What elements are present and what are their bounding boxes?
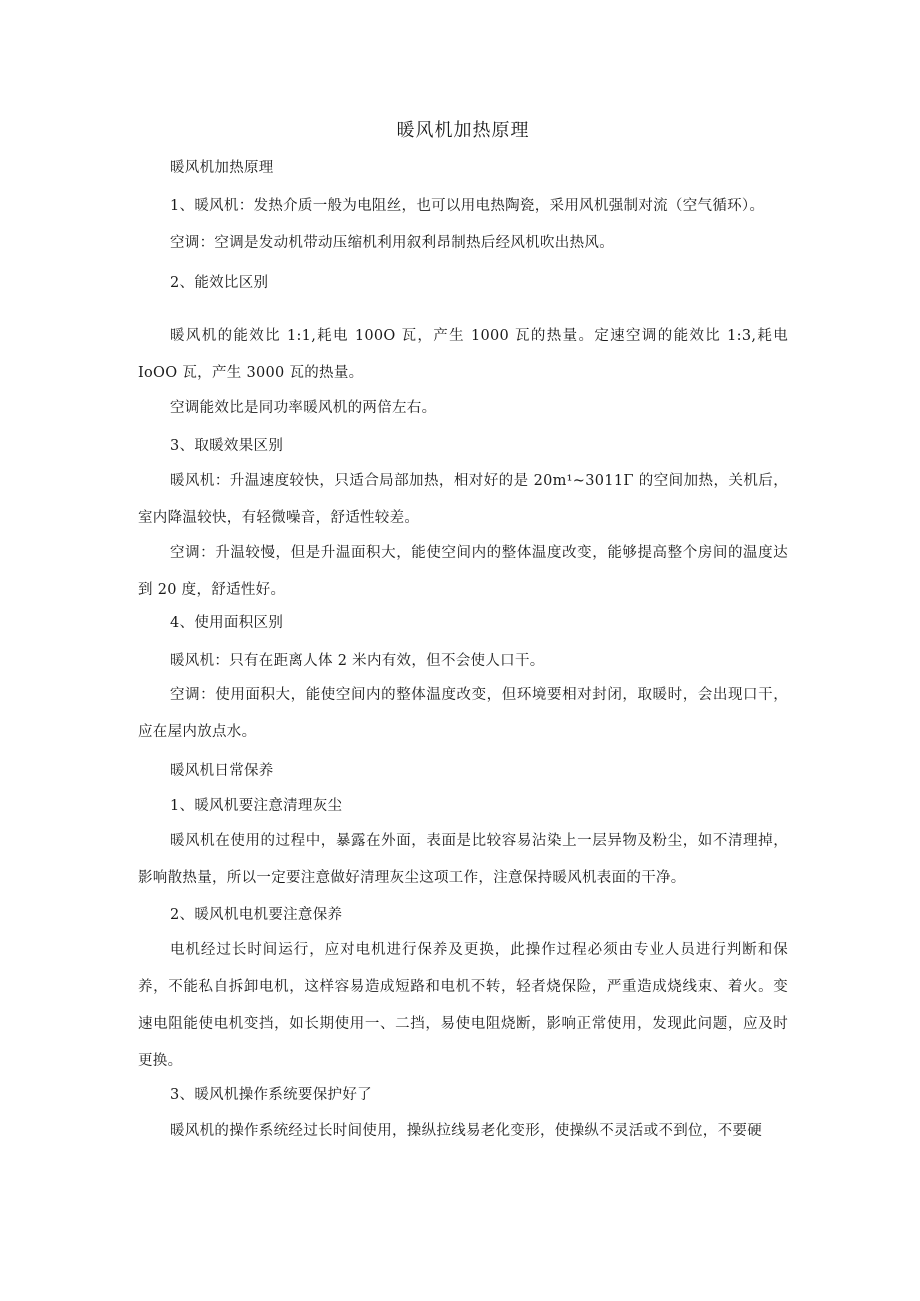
paragraph-heading: 2、暖风机电机要注意保养	[170, 907, 343, 923]
paragraph: 电机经过长时间运行，应对电机进行保养及更换，此操作过程必须由专业人员进行判断和保养，不能私自拆卸电机，这样容易造成短路和电机不转，轻者烧保险，严重造成烧线束、着火。变速电阻能使电机变挡，如长期使用一、二挡，易使电阻烧断，影响正常使用，发现此问题，应及时更换。	[138, 942, 788, 1069]
paragraph-heading: 3、暖风机操作系统要保护好了	[170, 1087, 372, 1103]
paragraph: 空调能效比是同功率暖风机的两倍左右。	[170, 400, 437, 416]
paragraph-heading: 2、能效比区别	[170, 275, 269, 291]
paragraph: 暖风机：升温速度较快，只适合局部加热，相对好的是 20m¹~3011Γ 的空间加热，关机后，室内降温较快，有轻微噪音，舒适性较差。	[138, 473, 788, 526]
paragraph: 空调：升温较慢，但是升温面积大，能使空间内的整体温度改变，能够提高整个房间的温度达到 20 度，舒适性好。	[138, 545, 788, 598]
paragraph: 空调：使用面积大，能使空间内的整体温度改变，但环境要相对封闭，取暖时，会出现口干，应在屋内放点水。	[138, 687, 788, 740]
paragraph: 暖风机：只有在距离人体 2 米内有效，但不会使人口干。	[170, 653, 545, 669]
section-heading-principle: 暖风机加热原理	[170, 160, 274, 176]
paragraph: 暖风机的操作系统经过长时间使用，操纵拉线易老化变形，使操纵不灵活或不到位，不要硬	[170, 1123, 762, 1139]
paragraph: 1、暖风机：发热介质一般为电阻丝，也可以用电热陶瓷，采用风机强制对流（空气循环）。	[170, 198, 765, 214]
paragraph: 暖风机的能效比 1:1,耗电 100O 瓦，产生 1000 瓦的热量。定速空调的能效比 1:3,耗电 IoOO 瓦，产生 3000 瓦的热量。	[138, 328, 788, 381]
section-heading-maintenance: 暖风机日常保养	[170, 763, 274, 779]
document-title: 暖风机加热原理	[396, 120, 530, 141]
paragraph: 暖风机在使用的过程中，暴露在外面，表面是比较容易沾染上一层异物及粉尘，如不清理掉，影响散热量，所以一定要注意做好清理灰尘这项工作，注意保持暖风机表面的干净。	[138, 833, 788, 886]
paragraph-heading: 4、使用面积区别	[170, 615, 284, 631]
paragraph-heading: 3、取暖效果区别	[170, 438, 284, 454]
paragraph: 空调：空调是发动机带动压缩机利用叙利昂制热后经风机吹出热风。	[170, 235, 614, 251]
paragraph-heading: 1、暖风机要注意清理灰尘	[170, 798, 343, 814]
